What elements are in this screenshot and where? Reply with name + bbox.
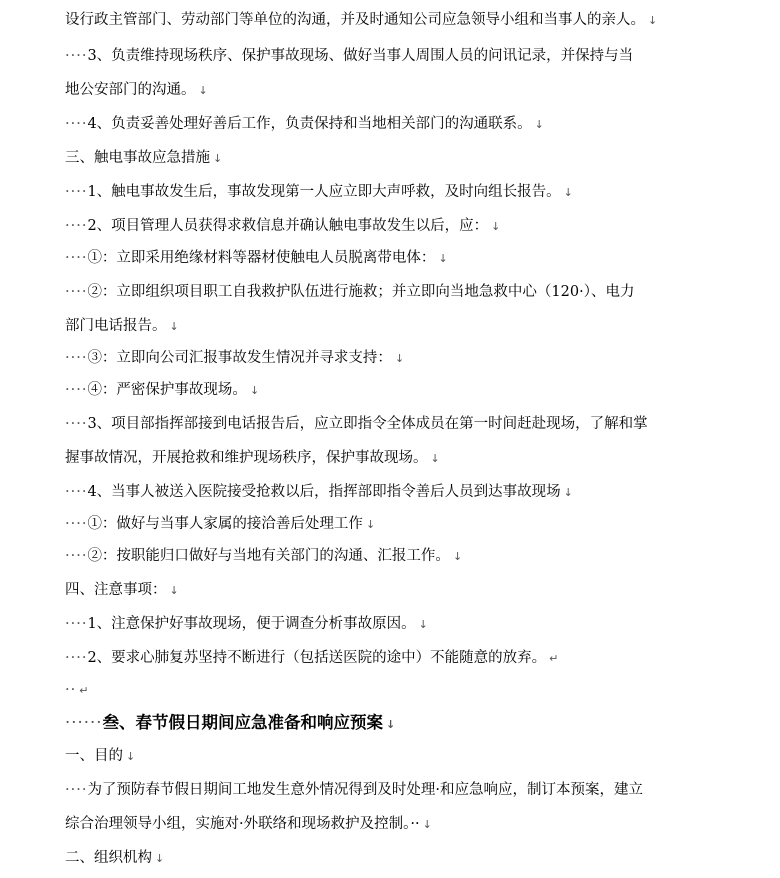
- indent-dots: ····: [65, 616, 88, 632]
- line-text: 4、当事人被送入医院接受抢救以后，指挥部即指令善后人员到达事故现场: [87, 484, 561, 500]
- paragraph-line-13: [65, 414, 740, 434]
- paragraph-line-6: [65, 182, 740, 202]
- paragraph-line-15: [65, 482, 740, 502]
- line-text: 一、目的: [65, 748, 123, 764]
- line-break-mark: ↓: [422, 818, 432, 831]
- line-break-mark: ↓: [452, 550, 463, 563]
- line-text: ①：立即采用绝缘材料等器材使触电人员脱离带电体：: [87, 250, 436, 266]
- line-break-mark: ↵: [549, 652, 559, 665]
- section-heading-1: [65, 746, 740, 766]
- indent-dots: ····: [65, 116, 88, 132]
- line-break-mark: ↓: [394, 352, 405, 365]
- paragraph-line-24: [65, 780, 740, 800]
- line-break-mark: ↓: [491, 220, 501, 233]
- line-break-mark: ↓: [169, 320, 179, 333]
- indent-dots: ····: [65, 650, 88, 666]
- indent-dots: ····: [65, 548, 88, 564]
- line-break-mark: ↓: [385, 718, 396, 731]
- paragraph-line-3: [65, 80, 740, 100]
- paragraph-line-8: [65, 248, 740, 268]
- line-text: 四、注意事项：: [65, 582, 167, 598]
- paragraph-line-16: [65, 514, 740, 534]
- line-text: 握事故情况，开展抢救和维护现场秩序，保护事故现场。: [65, 450, 428, 466]
- paragraph-line-7: [65, 216, 740, 236]
- line-text: ④：严密保护事故现场。: [87, 382, 247, 398]
- line-text: 1、触电事故发生后，事故发现第一人应立即大声呼救，及时向组长报告。: [87, 184, 561, 200]
- indent-dots: ····: [65, 284, 88, 300]
- indent-dots: ····: [65, 250, 88, 266]
- line-text: 二、组织机构: [65, 850, 152, 866]
- line-text: 设行政主管部门、劳动部门等单位的沟通，并及时通知公司应急领导小组和当事人的亲人。: [65, 12, 645, 28]
- indent-dots: ····: [65, 416, 88, 432]
- line-text: 2、要求心肺复苏坚持不断进行（包括送医院的途中）不能随意的放弃。: [87, 650, 547, 666]
- paragraph-line-11: [65, 348, 740, 368]
- paragraph-line-1: [65, 10, 740, 30]
- section-heading-4: [65, 580, 740, 600]
- empty-paragraph-line: [65, 680, 740, 700]
- line-break-mark: ↓: [563, 186, 573, 199]
- line-break-mark: ↓: [534, 118, 544, 131]
- line-text: ②：按职能归口做好与当地有关部门的沟通、汇报工作。: [87, 548, 450, 564]
- indent-dots: ····: [65, 48, 88, 64]
- indent-dots: ····: [65, 382, 88, 398]
- heading-text: 叁、春节假日期间应急准备和响应预案: [102, 713, 383, 732]
- line-text: ③：立即向公司汇报事故发生情况并寻求支持：: [87, 350, 392, 366]
- line-break-mark: ↓: [169, 584, 179, 597]
- line-text: 部门电话报告。: [65, 318, 167, 334]
- section-heading-3: [65, 148, 740, 168]
- line-text: 2、项目管理人员获得求救信息并确认触电事故发生以后，应：: [87, 218, 489, 234]
- line-break-mark: ↓: [648, 14, 658, 27]
- line-break-mark: ↓: [438, 252, 448, 265]
- line-break-mark: ↵: [79, 684, 89, 697]
- line-break-mark: ↓: [155, 852, 165, 865]
- indent-dots: ····: [65, 218, 88, 234]
- line-text: ②：立即组织项目职工自我救护队伍进行施救；并立即向当地急救中心（120·）、电力: [87, 284, 635, 300]
- line-text: 3、负责维持现场秩序、保护事故现场、做好当事人周围人员的问讯记录，并保持与当: [87, 48, 634, 64]
- section-heading-2: [65, 848, 740, 868]
- indent-dots: ····: [65, 516, 88, 532]
- paragraph-line-12: [65, 380, 740, 400]
- paragraph-line-20: [65, 648, 740, 668]
- line-text: 4、负责妥善处理好善后工作，负责保持和当地相关部门的沟通联系。: [87, 116, 532, 132]
- paragraph-line-9: [65, 282, 740, 302]
- line-break-mark: ↓: [563, 486, 573, 499]
- paragraph-line-17: [65, 546, 740, 566]
- line-break-mark: ↓: [126, 750, 136, 763]
- paragraph-line-10: [65, 316, 740, 336]
- line-text: 地公安部门的沟通。: [65, 82, 196, 98]
- line-text: 为了预防春节假日期间工地发生意外情况得到及时处理·和应急响应，制订本预案，建立: [87, 782, 644, 798]
- paragraph-line-14: [65, 448, 740, 468]
- line-break-mark: ↓: [430, 452, 440, 465]
- line-text: ①：做好与当事人家属的接洽善后处理工作: [87, 516, 363, 532]
- indent-dots: ······: [65, 713, 103, 732]
- paragraph-line-2: [65, 46, 740, 66]
- line-text: 3、项目部指挥部接到电话报告后，应立即指令全体成员在第一时间赶赴现场，了解和掌: [87, 416, 648, 432]
- paragraph-line-4: [65, 114, 740, 134]
- indent-dots: ····: [65, 484, 88, 500]
- line-break-mark: ↓: [365, 518, 376, 531]
- line-break-mark: ↓: [198, 84, 208, 97]
- indent-dots: ····: [65, 184, 88, 200]
- indent-dots: ····: [65, 782, 88, 798]
- indent-dots: ··: [65, 682, 77, 698]
- line-text: 综合治理领导小组，实施对·外联络和现场救护及控制。··: [65, 816, 420, 832]
- line-text: 三、触电事故应急措施: [65, 150, 210, 166]
- line-break-mark: ↓: [418, 618, 428, 631]
- paragraph-line-25: [65, 814, 740, 834]
- line-break-mark: ↓: [249, 384, 260, 397]
- indent-dots: ····: [65, 350, 88, 366]
- paragraph-line-19: [65, 614, 740, 634]
- chapter-heading: [65, 712, 740, 734]
- line-break-mark: ↓: [213, 152, 223, 165]
- line-text: 1、注意保护好事故现场，便于调查分析事故原因。: [87, 616, 416, 632]
